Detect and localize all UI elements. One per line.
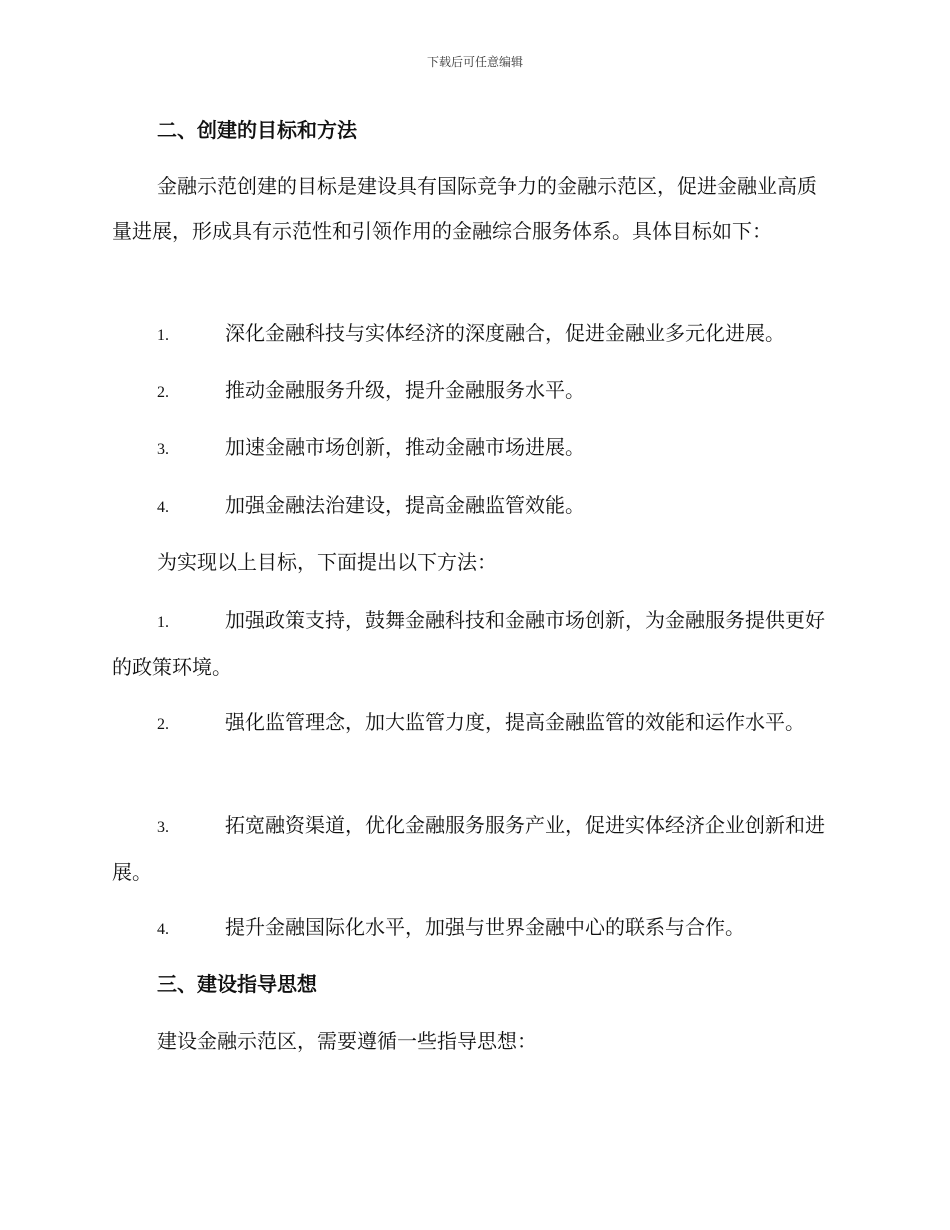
- method-item-4: [112, 905, 834, 952]
- section-heading-guiding-thoughts: 三、建设指导思想: [157, 972, 317, 996]
- goal-item-2: [112, 368, 834, 415]
- method-item-1: [112, 598, 834, 690]
- list-text: 提升金融国际化水平，加强与世界金融中心的联系与合作。: [225, 915, 745, 939]
- list-number: 2.: [157, 716, 169, 733]
- list-text: 加速金融市场创新，推动金融市场进展。: [225, 435, 585, 459]
- list-number: 4.: [157, 921, 169, 938]
- list-number: 1.: [157, 327, 169, 344]
- list-text: 拓宽融资渠道，优化金融服务服务产业，促进实体经济企业创新和进展。: [112, 813, 825, 884]
- list-text: 强化监管理念，加大监管力度，提高金融监管的效能和运作水平。: [225, 710, 805, 734]
- list-text: 加强金融法治建设，提高金融监管效能。: [225, 493, 585, 517]
- method-item-2: [112, 700, 834, 747]
- list-text: 深化金融科技与实体经济的深度融合，促进金融业多元化进展。: [225, 321, 785, 345]
- goal-item-4: [112, 483, 834, 530]
- method-item-3: [112, 803, 834, 895]
- page-header: 下载后可任意编辑: [426, 55, 523, 69]
- list-number: 3.: [157, 819, 169, 836]
- list-text: 推动金融服务升级，提升金融服务水平。: [225, 378, 585, 402]
- goal-item-3: [112, 425, 834, 472]
- goals-intro-paragraph: 金融示范创建的目标是建设具有国际竞争力的金融示范区，促进金融业高质量进展，形成具有示范性和引领作用的金融综合服务体系。具体目标如下：: [112, 174, 817, 243]
- methods-intro-paragraph: 为实现以上目标，下面提出以下方法：: [157, 550, 497, 574]
- list-text: 加强政策支持，鼓舞金融科技和金融市场创新，为金融服务提供更好的政策环境。: [112, 608, 825, 679]
- list-number: 1.: [157, 614, 169, 631]
- list-number: 2.: [157, 384, 169, 401]
- list-number: 4.: [157, 499, 169, 516]
- goal-item-1: [112, 311, 834, 358]
- list-number: 3.: [157, 441, 169, 458]
- guiding-thoughts-intro-paragraph: 建设金融示范区，需要遵循一些指导思想：: [157, 1029, 537, 1053]
- section-heading-goals-methods: 二、创建的目标和方法: [157, 118, 357, 142]
